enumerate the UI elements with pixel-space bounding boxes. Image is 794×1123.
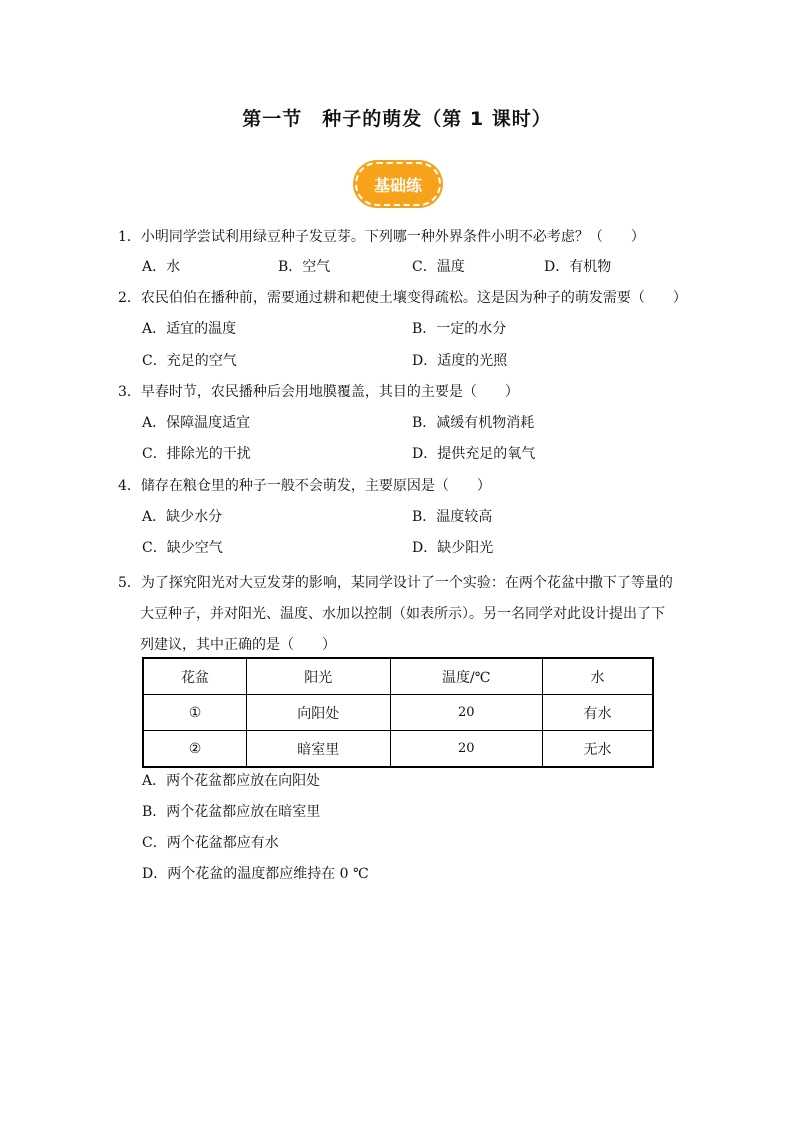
experiment-table xyxy=(142,657,654,768)
question-3-option-b: B．减缓有机物消耗 xyxy=(412,415,535,431)
question-1-option-c: C．温度 xyxy=(412,259,465,275)
question-1-option-d: D．有机物 xyxy=(544,259,612,275)
question-5-option-b: B．两个花盆都应放在暗室里 xyxy=(142,804,321,820)
question-3-option-a: A．保障温度适宜 xyxy=(142,415,251,431)
question-1-stem: 1．小明同学尝试利用绿豆种子发豆芽。下列哪一种外界条件小明不必考虑？（ ） xyxy=(118,229,645,245)
table-header-cell: 水 xyxy=(542,658,653,695)
table-cell: 20 xyxy=(390,695,542,731)
question-4-option-d: D．缺少阳光 xyxy=(412,540,494,556)
question-3-option-d: D．提供充足的氧气 xyxy=(412,446,536,462)
table-cell: 有水 xyxy=(542,695,653,731)
table-cell: 向阳处 xyxy=(247,695,390,731)
table-header-cell: 花盆 xyxy=(143,658,247,695)
table-cell: 暗室里 xyxy=(247,731,390,768)
page-title: 第一节 种子的萌发（第 1 课时） xyxy=(242,108,552,130)
question-1-option-b: B．空气 xyxy=(278,259,331,275)
table-cell: 无水 xyxy=(542,731,653,768)
question-5-option-d: D．两个花盆的温度都应维持在 0 ℃ xyxy=(142,866,369,882)
question-2-option-b: B．一定的水分 xyxy=(412,321,507,337)
table-cell: ① xyxy=(143,695,247,731)
section-badge xyxy=(355,162,441,206)
table-header-cell: 温度/℃ xyxy=(390,658,542,695)
table-cell: 20 xyxy=(390,731,542,768)
section-badge-label: 基础练 xyxy=(355,162,441,206)
table-row xyxy=(143,731,653,768)
table-cell: ② xyxy=(143,731,247,768)
question-2-option-c: C．充足的空气 xyxy=(142,353,237,369)
table-header-row xyxy=(143,658,653,695)
question-5-line-1: 5．为了探究阳光对大豆发芽的影响，某同学设计了一个实验：在两个花盆中撒下了等量的 xyxy=(118,575,673,591)
question-3-option-c: C．排除光的干扰 xyxy=(142,446,251,462)
question-2-option-a: A．适宜的温度 xyxy=(142,321,237,337)
question-5-line-3: 列建议，其中正确的是（ ） xyxy=(140,637,336,653)
question-5-option-c: C．两个花盆都应有水 xyxy=(142,835,279,851)
question-4-stem: 4．储存在粮仓里的种子一般不会萌发，主要原因是（ ） xyxy=(118,478,491,494)
table-row xyxy=(143,695,653,731)
question-1-option-a: A．水 xyxy=(142,259,181,275)
question-4-option-b: B．温度较高 xyxy=(412,509,493,525)
question-3-stem: 3．早春时节，农民播种后会用地膜覆盖，其目的主要是（ ） xyxy=(118,384,519,400)
table-header-cell: 阳光 xyxy=(247,658,390,695)
question-5-line-2: 大豆种子，并对阳光、温度、水加以控制（如表所示）。另一名同学对此设计提出了下 xyxy=(140,606,665,622)
question-4-option-a: A．缺少水分 xyxy=(142,509,223,525)
question-4-option-c: C．缺少空气 xyxy=(142,540,223,556)
question-5-stem xyxy=(118,568,678,661)
question-5-option-a: A．两个花盆都应放在向阳处 xyxy=(142,773,321,789)
question-2-stem: 2．农民伯伯在播种前，需要通过耕和耙使土壤变得疏松。这是因为种子的萌发需要（ ） xyxy=(118,290,687,306)
question-2-option-d: D．适度的光照 xyxy=(412,353,508,369)
